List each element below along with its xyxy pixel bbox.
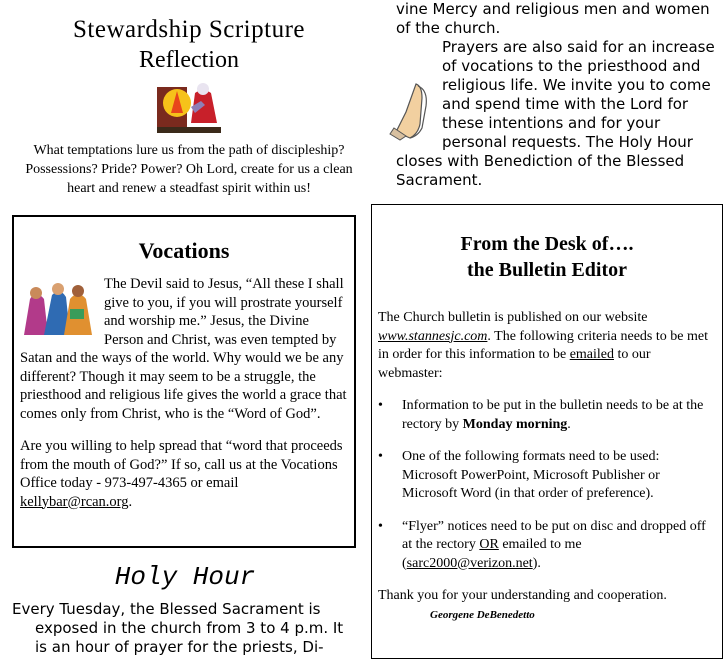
criteria-item-3 <box>378 518 716 574</box>
criteria-item-1 <box>378 397 716 434</box>
holy-hour-continued-top: vine Mercy and religious men and women of the church. <box>396 0 710 37</box>
criteria-item-3-text: “Flyer” notices need to be put on disc and dropped off at the rectory <box>402 518 706 552</box>
editor-intro-mid: . The following criteria needs to be met in order for this information to be <box>378 328 708 362</box>
criteria-item-1-text: Information to be put in the bulletin needs to be at the rectory by <box>402 398 704 432</box>
moses-burning-bush-icon <box>155 77 223 135</box>
holy-hour-section <box>12 560 358 657</box>
vocations-paragraph-2-text: Are you willing to help spread that “word that proceeds from the mouth of God?” If so, call us at the Vocations Office today - 973-497-4365 or email <box>20 438 343 491</box>
criteria-item-2-text: One of the following formats need to be used: Microsoft PowerPoint, Microsoft Publisher or Microsoft Word (in that order of preference). <box>402 449 660 501</box>
vocations-title: Vocations <box>138 238 230 263</box>
editor-intro <box>378 309 716 383</box>
stewardship-text: What temptations lure us from the path of discipleship? Possessions? Pride? Power? Oh Lord, create for us a clean heart and renew a steadfast spirit within us! <box>25 143 353 196</box>
stewardship-title-line1: Stewardship Scripture <box>73 16 305 43</box>
stewardship-title-line2: Reflection <box>139 47 239 73</box>
vocations-paragraph-1: The Devil said to Jesus, “All these I shall give to you, if you will prostrate yourself and worship me.” Jesus, the Divine Person and Christ, was even tempted by Satan and the ways of the world. Why would we be any different? Though it may seem to be a struggle, the priesthood and religious life gives the world a grace that comes only from Christ, who is the “Word of God”. <box>20 276 347 422</box>
holy-hour-title: Holy Hour <box>114 562 256 592</box>
editor-intro-post: to our webmaster: <box>378 347 651 381</box>
criteria-item-3-end: ). <box>532 555 541 571</box>
holy-hour-text: Every Tuesday, the Blessed Sacrament is exposed in the church from 3 to 4 p.m. It is an hour of prayer for the priests, Di- <box>12 600 344 656</box>
vocations-paragraph-2 <box>20 437 348 511</box>
editor-thanks: Thank you for your understanding and cooperation. <box>378 588 667 603</box>
editor-title-line1: From the Desk of…. <box>460 233 634 255</box>
stewardship-section <box>10 14 368 198</box>
criteria-item-1-bold: Monday morning <box>462 416 568 432</box>
or-underlined: OR <box>479 537 499 552</box>
editor-title-line2: the Bulletin Editor <box>466 259 627 281</box>
vocations-email-link[interactable]: kellybar@rcan.org <box>20 493 129 510</box>
emailed-link[interactable]: emailed <box>569 347 614 362</box>
editor-intro-pre: The Church bulletin is published on our website <box>378 310 648 325</box>
criteria-list <box>378 397 716 573</box>
holy-hour-continued <box>396 0 726 190</box>
website-link[interactable]: www.stannesjc.com <box>378 328 488 344</box>
editor-box <box>371 204 723 659</box>
bullet-icon: • <box>378 449 383 464</box>
editor-body <box>378 309 716 624</box>
vocations-paragraph-2-end: . <box>128 493 133 510</box>
holy-hour-continued-rest: Prayers are also said for an increase of vocations to the priesthood and religious life. We invite you to come and spend time with the Lord for these intentions and for your personal requests. The Holy Hour closes with Benediction of the Blessed Sacrament. <box>396 38 715 189</box>
criteria-item-1-end: . <box>567 416 571 432</box>
editor-signature: Georgene DeBenedetto <box>430 608 535 621</box>
praying-hands-icon <box>388 80 438 142</box>
bullet-icon: • <box>378 518 383 534</box>
vocations-box <box>12 215 356 548</box>
bullet-icon: • <box>378 398 383 413</box>
nativity-figures-icon <box>20 279 100 337</box>
editor-email-link[interactable]: sarc2000@verizon.net <box>406 555 533 571</box>
criteria-item-2 <box>378 448 716 504</box>
criteria-item-3-mid: emailed to me ( <box>402 537 582 571</box>
